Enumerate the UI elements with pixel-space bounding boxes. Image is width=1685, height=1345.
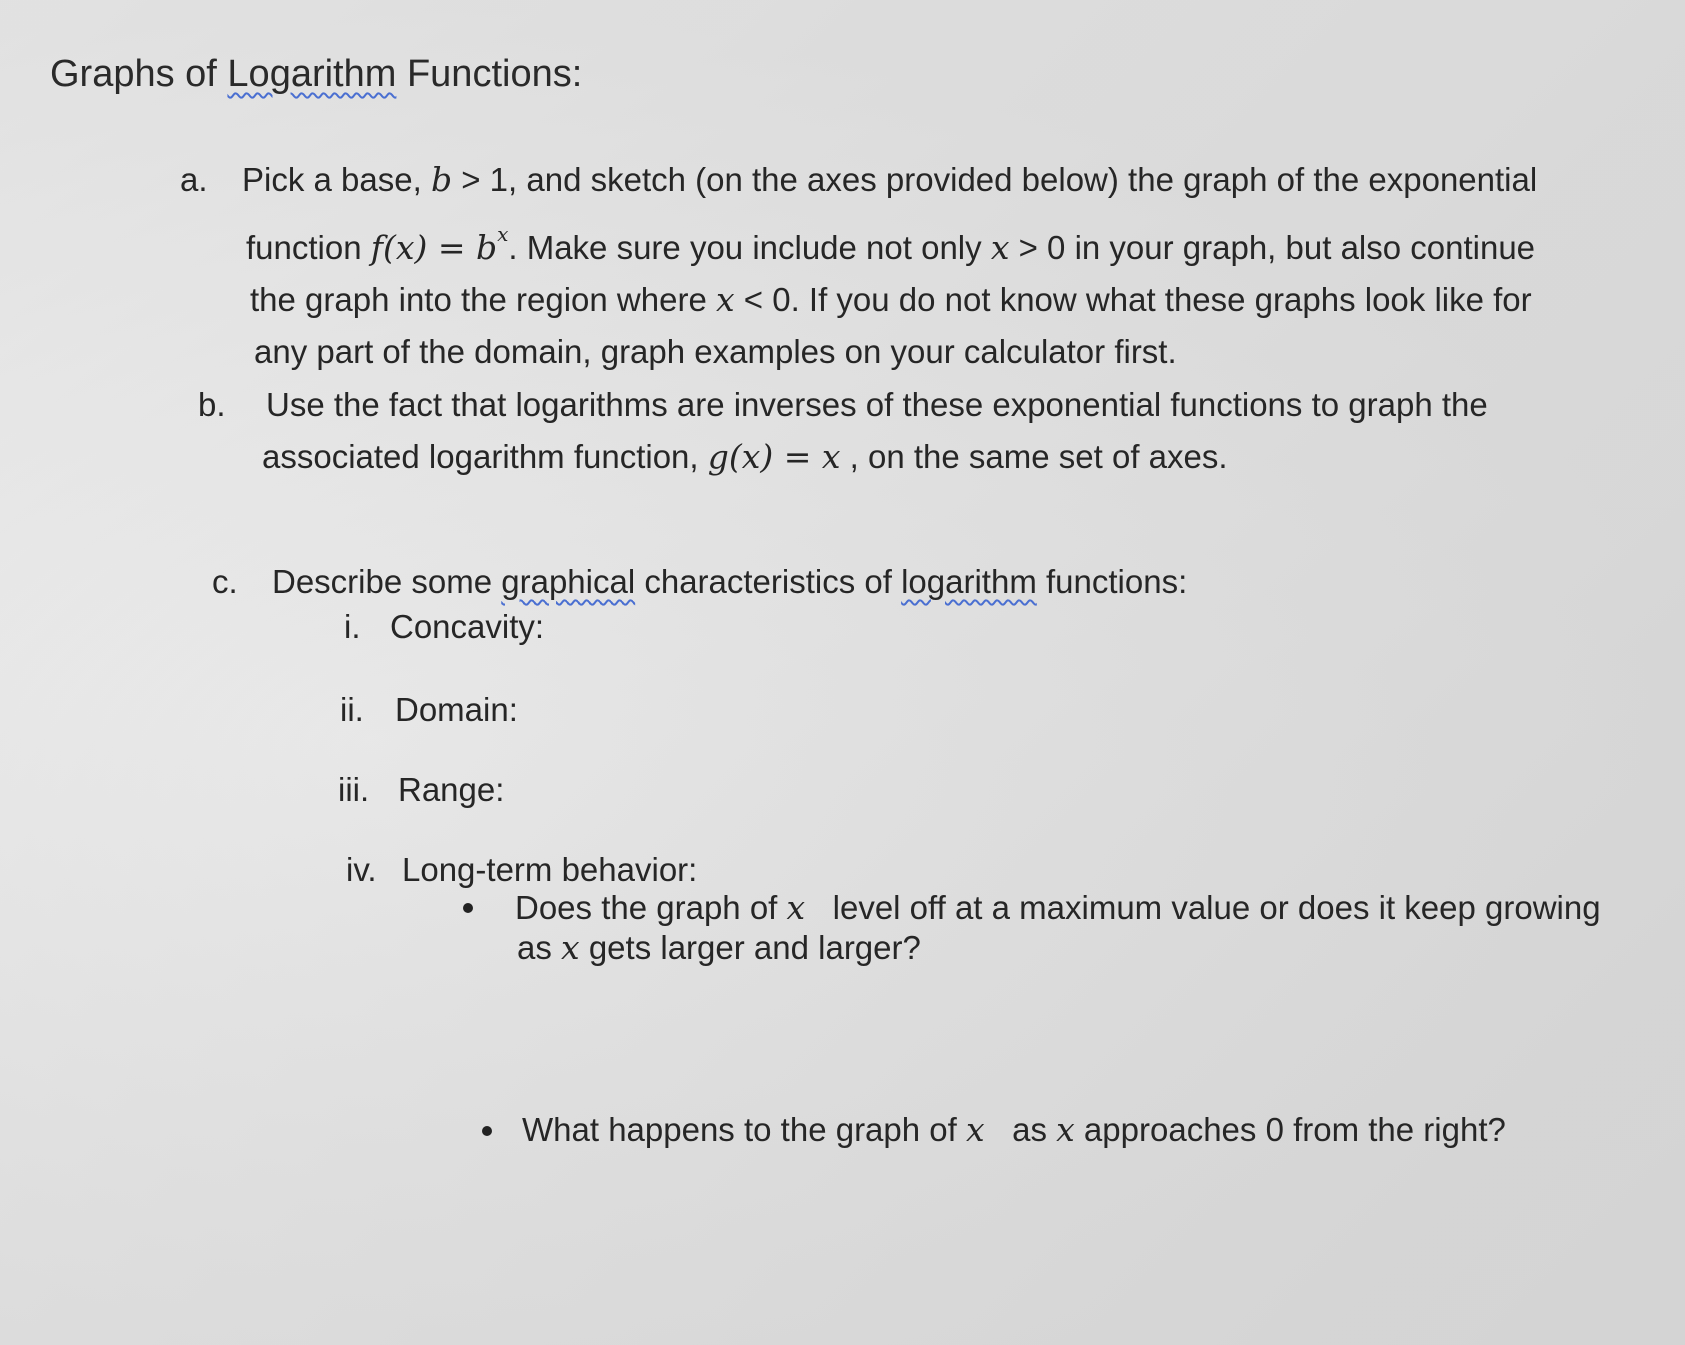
item-c-heading-text-2: characteristics of <box>635 563 902 600</box>
item-a-line-2-text-2: = <box>427 228 476 267</box>
title-underlined-word: Logarithm <box>227 53 397 95</box>
item-a-line-3-math-1: x <box>715 280 735 319</box>
bullet-1-text-1: Does the graph of <box>515 889 787 926</box>
item-a-line-1 <box>242 160 1537 200</box>
title-pre: Graphs of <box>50 53 228 95</box>
subitem-concavity-label: Concavity: <box>390 608 545 645</box>
item-a-line-3 <box>250 280 1532 320</box>
item-c-heading-underlined-2: logarithm <box>901 563 1037 600</box>
subitem-iv-marker: iv. <box>346 851 377 888</box>
item-a-line-1-math-1: b <box>430 160 453 199</box>
item-a-line-2-math-2: b <box>475 228 498 267</box>
item-c-heading-text-3: functions: <box>1036 563 1188 600</box>
subitem-long-term-label: Long-term behavior: <box>402 851 698 888</box>
bullet-2-math-1: x <box>965 1110 985 1149</box>
subitem-ii-marker: ii. <box>340 691 364 728</box>
item-a-line-2 <box>246 222 1536 272</box>
bullet-2-text-2: as <box>984 1111 1057 1148</box>
item-b-line-2-math-1: g(x) <box>707 437 774 476</box>
item-c-marker: c. <box>212 563 238 600</box>
bullet-1-text-2: level off at a maximum value or does it keep growing <box>805 889 1601 926</box>
item-a-line-2-math-3: x <box>990 228 1010 267</box>
item-b-line-2-math-2: x <box>821 437 841 476</box>
item-a-line-2-superscript: x <box>497 222 509 246</box>
item-a-line-2-math-1: f(x) <box>370 228 428 267</box>
subitem-range-label: Range: <box>398 771 505 808</box>
page-title <box>50 52 582 96</box>
item-a-line-2-text-4: > 0 in your graph, but also continue <box>1009 229 1536 266</box>
item-b-line-2-text-1: associated logarithm function, <box>262 438 708 475</box>
subitem-i-marker: i. <box>344 608 361 645</box>
subitem-iii-marker: iii. <box>338 771 370 808</box>
bullet-1-dot <box>463 903 473 913</box>
item-a-line-2-text-3: . Make sure you include not only <box>508 229 991 266</box>
item-a-marker: a. <box>180 161 208 198</box>
item-a-line-4: any part of the domain, graph examples on your calculator first. <box>254 333 1177 370</box>
item-a-line-2-text-1: function <box>246 229 371 266</box>
bullet-1-line-1 <box>515 888 1601 928</box>
item-c-heading-underlined-1: graphical <box>501 563 636 600</box>
bullet-2-text-1: What happens to the graph of <box>522 1111 966 1148</box>
bullet-2-text-3: approaches 0 from the right? <box>1074 1111 1506 1148</box>
item-b-line-2-text-2: = <box>773 437 822 476</box>
bullet-1-math-1: x <box>786 888 806 927</box>
item-a-line-3-text-2: < 0. If you do not know what these graphs look like for <box>734 281 1532 318</box>
bullet-1-line-2 <box>517 928 921 968</box>
item-a-line-3-text-1: the graph into the region where <box>250 281 716 318</box>
item-c-heading-text-1: Describe some <box>272 563 502 600</box>
bullet-2-dot <box>482 1126 492 1136</box>
title-post: Functions: <box>396 53 583 95</box>
item-a-line-1-text-2: > 1, and sketch (on the axes provided below) the graph of the exponential <box>452 161 1538 198</box>
bullet-1-line-2-math-1: x <box>561 928 580 967</box>
item-b-marker: b. <box>198 386 226 423</box>
bullet-2-line <box>522 1110 1506 1150</box>
item-b-line-1: Use the fact that logarithms are inverses of these exponential functions to graph the <box>266 386 1488 423</box>
item-b-line-2-text-3: , on the same set of axes. <box>840 438 1228 475</box>
subitem-domain-label: Domain: <box>395 691 518 728</box>
item-c-heading <box>272 562 1187 602</box>
bullet-2-math-2: x <box>1056 1110 1075 1149</box>
item-a-line-1-text-1: Pick a base, <box>242 161 431 198</box>
bullet-1-line-2-text-2: gets larger and larger? <box>579 929 921 966</box>
bullet-1-line-2-text-1: as <box>517 929 562 966</box>
item-b-line-2 <box>262 437 1228 477</box>
